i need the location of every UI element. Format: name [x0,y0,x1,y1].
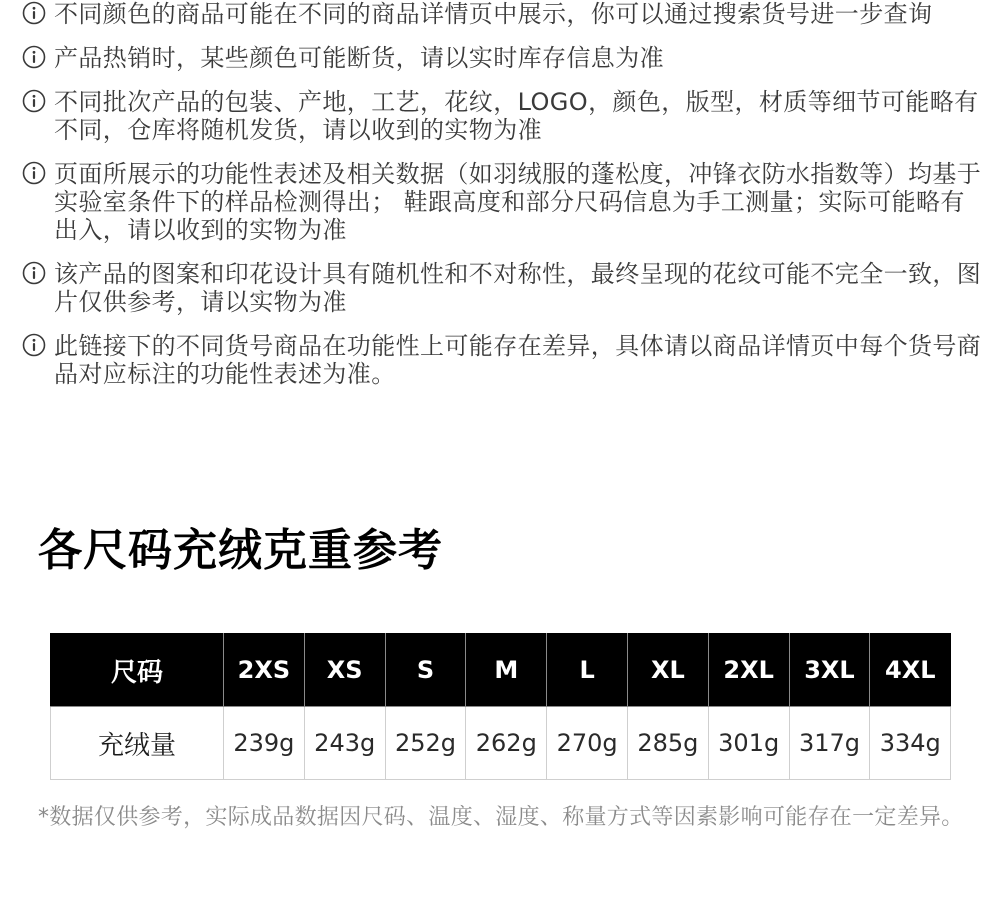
fill-weight-cell: 252g [385,707,466,780]
note-text: 不同颜色的商品可能在不同的商品详情页中展示，你可以通过搜索货号进一步查询 [54,0,933,28]
info-circle-icon [22,45,46,69]
note-text: 此链接下的不同货号商品在功能性上可能存在差异，具体请以商品详情页中每个货号商品对应标注的功能性表述为准。 [54,332,982,388]
info-circle-icon [22,161,46,185]
note-text: 产品热销时，某些颜色可能断货，请以实时库存信息为准 [54,44,664,72]
note-text: 不同批次产品的包装、产地，工艺，花纹，LOGO，颜色，版型，材质等细节可能略有不同，仓库将随机发货，请以收到的实物为准 [54,88,979,144]
table-row [51,707,951,780]
fill-weight-cell: 239g [224,707,305,780]
fill-weight-cell: 317g [789,707,870,780]
fill-weight-cell: 285g [627,707,708,780]
info-circle-icon [22,261,46,285]
row-label-fill-amount: 充绒量 [51,707,224,780]
notes-list [22,0,982,404]
down-weight-table [50,633,951,780]
note-item [22,332,982,388]
note-text: 页面所展示的功能性表述及相关数据（如羽绒服的蓬松度，冲锋衣防水指数等）均基于实验室条件下的样品检测得出； 鞋跟高度和部分尺码信息为手工测量；实际可能略有出入，请以收到的实物为准 [54,160,982,244]
table-header-row [51,634,951,707]
size-header-cell: XS [304,634,385,707]
fill-weight-cell: 270g [547,707,628,780]
size-header-cell: S [385,634,466,707]
size-header-cell: L [547,634,628,707]
fill-weight-cell: 301g [708,707,789,780]
section-title: 各尺码充绒克重参考 [38,525,443,576]
note-item [22,260,982,316]
footnote: *数据仅供参考，实际成品数据因尺码、温度、湿度、称量方式等因素影响可能存在一定差异。 [38,805,964,830]
note-item [22,88,982,144]
info-circle-icon [22,1,46,25]
fill-weight-cell: 243g [304,707,385,780]
fill-weight-cell: 262g [466,707,547,780]
fill-weight-cell: 334g [870,707,951,780]
note-item [22,44,982,72]
info-circle-icon [22,89,46,113]
note-item [22,160,982,244]
info-circle-icon [22,333,46,357]
size-header-cell: 2XS [224,634,305,707]
size-header-cell: M [466,634,547,707]
size-header-cell: 4XL [870,634,951,707]
size-header-cell: 2XL [708,634,789,707]
header-size-label: 尺码 [51,634,224,707]
note-text: 该产品的图案和印花设计具有随机性和不对称性，最终呈现的花纹可能不完全一致，图片仅供参考，请以实物为准 [54,260,982,316]
note-item [22,0,982,28]
size-header-cell: 3XL [789,634,870,707]
size-header-cell: XL [627,634,708,707]
